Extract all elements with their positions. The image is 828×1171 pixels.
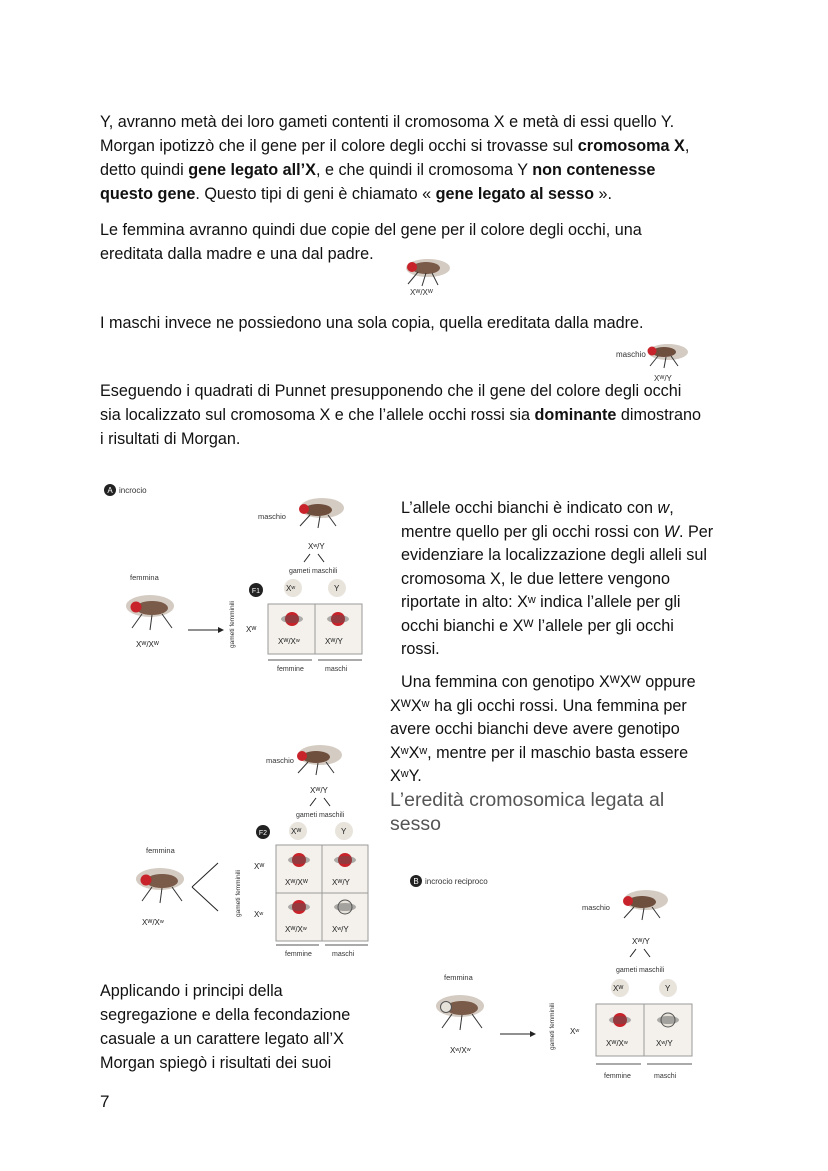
- male-label: maschio: [582, 903, 610, 912]
- column-label: maschi: [332, 951, 355, 958]
- female-gamete: Xᵂ: [254, 862, 265, 871]
- punnett-diagram-f2: [120, 735, 380, 965]
- text-line: avere occhi bianchi deve avere genotipo: [390, 720, 680, 738]
- female-gamete: Xʷ: [570, 1027, 580, 1036]
- text-line: dimostrano: [616, 406, 701, 424]
- text-line: Morgan spiegò i risultati dei suoi: [100, 1054, 332, 1072]
- fly-genotype: Xᵂ/Xᵂ: [410, 288, 433, 297]
- fly-sex-label: maschio: [616, 350, 646, 359]
- gamete-label: Y: [665, 984, 671, 993]
- gamete-label: Xᵂ: [613, 984, 624, 993]
- column-label: femmine: [277, 666, 304, 673]
- bold-term: questo gene: [100, 185, 196, 203]
- allele-explanation: [401, 497, 741, 662]
- female-gamete: Xᵂ: [246, 625, 257, 634]
- diagram-cross-b: [408, 872, 708, 1087]
- text-line: occhi bianchi e Xᵂ l’allele per gli occhi: [401, 616, 674, 635]
- italic-symbol: w: [657, 499, 670, 517]
- text-line: Eseguendo i quadrati di Punnet presupponendo che il gene del colore degli occhi: [100, 382, 682, 400]
- paragraph-intro: [100, 110, 740, 206]
- fly-genotype: Xᵂ/Y: [654, 374, 672, 383]
- text-line: detto quindi: [100, 161, 189, 179]
- page-number: 7: [100, 1092, 110, 1111]
- male-gametes-label: gameti maschili: [296, 812, 345, 819]
- text-line: XʷXʷ, mentre per il maschio basta essere: [390, 743, 689, 762]
- diagram-cross-a: [100, 480, 380, 680]
- text-line: I maschi invece ne possiedono una sola copia, quella ereditata dalla madre.: [100, 314, 644, 332]
- text-line: , e che quindi il cromosoma Y: [315, 161, 533, 179]
- text-line: . Questo tipi di geni è chiamato «: [195, 185, 436, 203]
- cell-genotype: Xʷ/Y: [332, 925, 349, 934]
- gamete-label: Xʷ: [286, 584, 296, 593]
- female-label: femmina: [146, 846, 175, 855]
- text-line: ereditata dalla madre e una dal padre.: [100, 245, 374, 263]
- text-line: rossi.: [401, 640, 440, 658]
- italic-symbol: W: [663, 522, 680, 541]
- column-label: femmine: [285, 951, 312, 958]
- female-gamete: Xʷ: [254, 910, 264, 919]
- generation-badge: F1: [251, 588, 261, 595]
- column-label: femmine: [604, 1073, 631, 1080]
- text-line: Applicando i principi della: [100, 982, 283, 1000]
- gamete-label: Y: [341, 827, 347, 836]
- paragraph-punnett: [100, 379, 740, 451]
- generation-badge: F2: [258, 830, 268, 837]
- cell-genotype: Xᵂ/Xʷ: [285, 925, 307, 934]
- male-genotype: Xʷ/Y: [308, 542, 325, 551]
- gamete-label: Y: [334, 584, 340, 593]
- punnett-diagram-b: [408, 872, 708, 1082]
- paragraph-males: [100, 311, 740, 335]
- genotype-explanation: [390, 671, 740, 789]
- column-label: maschi: [654, 1073, 677, 1080]
- female-genotype: Xʷ/Xʷ: [450, 1046, 471, 1055]
- text-line: ,: [669, 499, 674, 517]
- cell-genotype: Xᵂ/Xʷ: [278, 637, 300, 646]
- punnett-diagram-a: [100, 480, 380, 680]
- gamete-label: Xᵂ: [291, 827, 302, 836]
- text-line: sia localizzato sul cromosoma X e che l’allele occhi rossi sia: [100, 406, 535, 424]
- badge-letter: B: [413, 877, 419, 886]
- section-title: L’eredità cromosomica legata al sesso: [390, 789, 665, 835]
- fly-icon: [638, 334, 718, 378]
- female-fly-figure: [392, 242, 462, 300]
- female-gametes-label: gameti femminili: [549, 1003, 556, 1050]
- text-line: riportate in alto: Xʷ indica l’allele per gli: [401, 593, 681, 611]
- bold-term: gene legato al sesso: [435, 185, 594, 203]
- text-line: Y, avranno metà dei loro gameti contenti il cromosoma X e metà di essi quello Y.: [100, 113, 675, 131]
- cell-genotype: Xʷ/Y: [656, 1039, 673, 1048]
- male-label: maschio: [266, 756, 294, 765]
- cell-genotype: Xᵂ/Xʷ: [606, 1039, 628, 1048]
- bold-term: gene legato all’X: [188, 161, 316, 179]
- text-line: XʷY.: [390, 767, 422, 785]
- diagram-title: incrocio reciproco: [425, 877, 488, 886]
- text-line: i risultati di Morgan.: [100, 430, 241, 448]
- bold-term: dominante: [534, 406, 617, 424]
- text-line: Una femmina con genotipo XᵂXᵂ oppure: [401, 673, 696, 691]
- bold-term: cromosoma X: [577, 137, 685, 155]
- male-label: maschio: [258, 512, 286, 521]
- text-line: segregazione e della fecondazione: [100, 1006, 351, 1024]
- cell-genotype: Xᵂ/Y: [332, 878, 350, 887]
- bold-term: non contenesse: [532, 161, 656, 179]
- text-line: mentre quello per gli occhi rossi con: [401, 522, 664, 541]
- text-line: evidenziare la localizzazione degli alleli sul: [401, 546, 707, 564]
- cell-genotype: Xᵂ/Y: [325, 637, 343, 646]
- text-line: ,: [684, 137, 690, 155]
- text-line: cromosoma X, le due lettere vengono: [401, 569, 671, 588]
- text-line: . Per: [679, 522, 714, 541]
- male-gametes-label: gameti maschili: [289, 568, 338, 575]
- female-gametes-label: gameti femminili: [229, 601, 236, 648]
- female-label: femmina: [444, 973, 473, 982]
- female-gametes-label: gameti femminili: [235, 870, 242, 917]
- male-fly-figure: [614, 334, 718, 383]
- paragraph-morgan-results: [100, 979, 390, 1075]
- text-line: ».: [593, 185, 612, 203]
- text-line: L’allele occhi bianchi è indicato con: [401, 499, 658, 517]
- female-genotype: Xᵂ/Xʷ: [142, 918, 164, 927]
- cell-genotype: Xᵂ/Xᵂ: [285, 878, 308, 887]
- text-line: Le femmina avranno quindi due copie del gene per il colore degli occhi, una: [100, 221, 642, 239]
- text-line: Morgan ipotizzò che il gene per il colore degli occhi si trovasse sul: [100, 137, 578, 155]
- text-line: casuale a un carattere legato all’X: [100, 1030, 344, 1048]
- male-gametes-label: gameti maschili: [616, 967, 665, 974]
- female-label: femmina: [130, 573, 159, 582]
- male-genotype: Xᵂ/Y: [310, 786, 328, 795]
- column-label: maschi: [325, 666, 348, 673]
- text-line: XᵂXʷ ha gli occhi rossi. Una femmina per: [390, 696, 687, 715]
- female-genotype: Xᵂ/Xᵂ: [136, 640, 159, 649]
- diagram-cross-f2: [120, 735, 380, 965]
- male-genotype: Xᵂ/Y: [632, 937, 650, 946]
- badge-letter: A: [107, 486, 113, 495]
- diagram-title: incrocio: [119, 486, 147, 495]
